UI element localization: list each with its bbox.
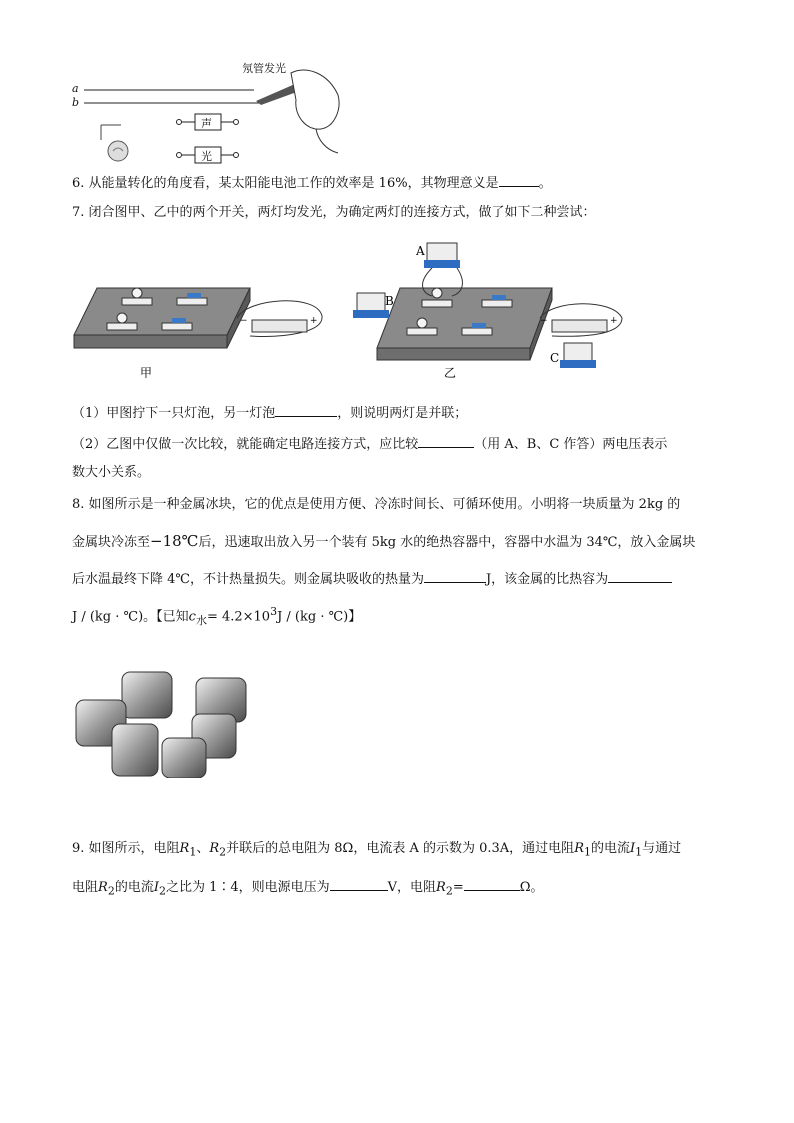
q8-known-unit: J / (kg · ℃) [277, 609, 349, 625]
q9-l1-mid: 并联后的总电阻为 8Ω，电流表 A 的示数为 0.3A，通过电阻 [226, 841, 575, 856]
q9-i2-symbol: I [153, 880, 159, 895]
q9-r2-symbol: R [209, 841, 220, 856]
q7-sub2-tail: （用 A、B、C 作答）两电压表示 [474, 437, 668, 452]
q9-l1-c: 的电流 [590, 841, 630, 856]
q9-eq: = [452, 880, 464, 895]
meter-a-label: A [416, 244, 425, 258]
q9-i2-sub: 2 [158, 884, 166, 898]
q7-sub1-text: （1）甲图拧下一只灯泡，另一灯泡 [72, 406, 276, 421]
q8-known-prefix: 。【已知 [143, 609, 189, 625]
question-6 [72, 172, 552, 193]
q8-line4 [72, 603, 361, 630]
q9-r2-sub: 2 [219, 845, 227, 859]
q6-answer-blank[interactable] [499, 172, 539, 187]
q9-line1 [72, 840, 681, 862]
q9-r2b-sub: 2 [107, 884, 115, 898]
q8-line2-text: 金属块冷冻至 [72, 535, 151, 550]
q6-text: 6. 从能量转化的角度看，某太阳能电池工作的效率是 16%，其物理意义是 [72, 176, 499, 191]
q7-sub2-cont: 数大小关系。 [72, 465, 151, 480]
q7-sub1-blank[interactable] [275, 402, 337, 417]
q9-r1-symbol: R [179, 841, 190, 856]
q9-r2c-sub: 2 [445, 884, 453, 898]
q9-l2-b: 的电流 [114, 880, 154, 895]
q8-line3 [72, 568, 672, 589]
q9-l1-text: 9. 如图所示，电阻 [72, 841, 180, 856]
metal-ice-cubes-image [74, 668, 254, 778]
q9-sep: 、 [196, 841, 210, 856]
q8-end: 】 [348, 609, 362, 625]
wire-b-label: b [72, 96, 80, 109]
svg-text:+: + [610, 316, 618, 326]
q9-r1b-sub: 1 [583, 845, 591, 859]
q9-r2b-symbol: R [98, 880, 108, 895]
q8-line1: 8. 如图所示是一种金属冰块，它的优点是使用方便、冷冻时间长、可循环使用。小明将一块质量为 2kg 的 [72, 497, 681, 512]
q9-resistance-blank[interactable] [464, 876, 520, 891]
sound-box-label: 声 [201, 117, 212, 130]
q9-l2-d: V，电阻 [387, 880, 437, 895]
q9-r1-sub: 1 [189, 845, 197, 859]
q8-line3-text: 后水温最终下降 4℃，不计热量损失。则金属块吸收的热量为 [72, 572, 424, 587]
q8-specific-heat-blank[interactable] [608, 568, 672, 583]
light-box-label: 光 [201, 150, 212, 163]
meter-c-label: C [550, 351, 560, 365]
q7-sub2-blank[interactable] [418, 433, 474, 448]
q9-l1-d: 与通过 [642, 841, 682, 856]
fig-jia-label: 甲 [140, 366, 153, 378]
q8-heat-blank[interactable] [424, 568, 486, 583]
svg-text:+: + [310, 316, 318, 326]
q9-i1-symbol: I [630, 841, 636, 856]
q9-r2c-symbol: R [436, 880, 446, 895]
q9-l2-e: Ω。 [519, 880, 544, 895]
q9-l2-text: 电阻 [72, 880, 99, 895]
q8-line2-tail: 后，迅速取出放入另一个装有 5kg 水的绝热容器中，容器中水温为 34℃，放入金属块 [198, 535, 696, 550]
q9-l2-c: 之比为 1∶4，则电源电压为 [165, 880, 330, 895]
neon-label: 氖管发光 [242, 62, 286, 75]
meter-b-label: B [385, 294, 394, 308]
fig-yi-label: 乙 [444, 366, 457, 378]
q8-known-value: = 4.2×10 [206, 609, 271, 625]
figure-circuit-boards [72, 238, 632, 378]
q7-sub1-tail: ，则说明两灯是并联； [337, 406, 468, 421]
q9-r1b-symbol: R [574, 841, 584, 856]
q8-unit: J / (kg · ℃) [72, 609, 144, 625]
question-7-intro: 7. 闭合图甲、乙中的两个开关，两灯均发光，为确定两灯的连接方式，做了如下二种尝试： [72, 205, 596, 220]
q8-line2 [72, 532, 695, 552]
q9-line2 [72, 876, 544, 901]
q7-sub1 [72, 402, 467, 423]
q8-line3-mid: J，该金属的比热容为 [485, 572, 609, 587]
wire-a-label: a [72, 82, 79, 95]
q9-voltage-blank[interactable] [330, 876, 388, 891]
q6-end: 。 [538, 176, 552, 191]
svg-text:−: − [240, 316, 248, 326]
svg-text:−: − [540, 316, 548, 326]
q7-sub2 [72, 433, 667, 454]
q8-exp: 3 [270, 605, 278, 618]
q8-c-sub: 水 [195, 613, 207, 627]
q7-sub2-text: （2）乙图中仅做一次比较，就能确定电路连接方式，应比较 [72, 437, 419, 452]
q8-temp: −18℃ [150, 532, 199, 550]
q9-i1-sub: 1 [635, 845, 643, 859]
q8-c-symbol: c [188, 609, 196, 625]
